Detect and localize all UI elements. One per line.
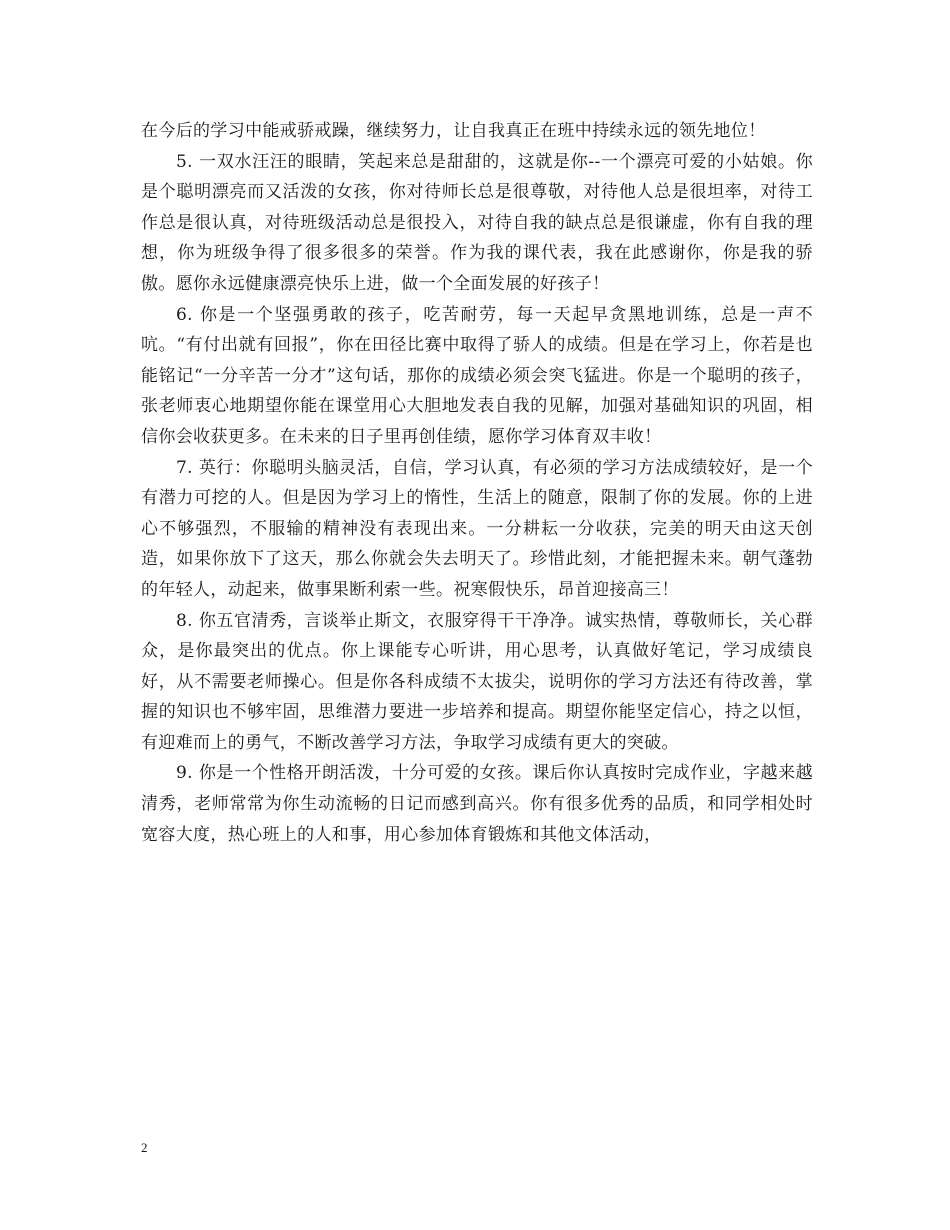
document-body	[141, 116, 813, 850]
paragraph-item-5: 5. 一双水汪汪的眼睛，笑起来总是甜甜的，这就是你--一个漂亮可爱的小姑娘。你是个聪明漂亮而又活泼的女孩，你对待师长总是很尊敬，对待他人总是很坦率，对待工作总是很认真，对待班级活动总是很投入，对待自我的缺点总是很谦虚，你有自我的理想，你为班级争得了很多很多的荣誉。作为我的课代表，我在此感谢你，你是我的骄傲。愿你永远健康漂亮快乐上进，做一个全面发展的好孩子！	[141, 151, 813, 294]
paragraph-item-7: 7. 英行：你聪明头脑灵活，自信，学习认真，有必须的学习方法成绩较好，是一个有潜力可挖的人。但是因为学习上的惰性，生活上的随意，限制了你的发展。你的上进心不够强烈，不服输的精神没有表现出来。一分耕耘一分收获，完美的明天由这天创造，如果你放下了这天，那么你就会失去明天了。珍惜此刻，才能把握未来。朝气蓬勃的年轻人，动起来，做事果断利索一些。祝寒假快乐，昂首迎接高三！	[141, 457, 813, 600]
paragraph-item-9: 9. 你是一个性格开朗活泼，十分可爱的女孩。课后你认真按时完成作业，字越来越清秀，老师常常为你生动流畅的日记而感到高兴。你有很多优秀的品质，和同学相处时宽容大度，热心班上的人和事，用心参加体育锻炼和其他文体活动，	[141, 763, 813, 845]
page-number: 2	[141, 1140, 148, 1155]
paragraph-continuation: 在今后的学习中能戒骄戒躁，继续努力，让自我真正在班中持续永远的领先地位！	[141, 121, 766, 141]
paragraph-item-8: 8. 你五官清秀，言谈举止斯文，衣服穿得干干净净。诚实热情，尊敬师长，关心群众，是你最突出的优点。你上课能专心听讲，用心思考，认真做好笔记，学习成绩良好，从不需要老师操心。但是你各科成绩不太拔尖，说明你的学习方法还有待改善，掌握的知识也不够牢固，思维潜力要进一步培养和提高。期望你能坚定信心，持之以恒，有迎难而上的勇气，不断改善学习方法，争取学习成绩有更大的突破。	[141, 610, 813, 753]
paragraph-item-6: 6. 你是一个坚强勇敢的孩子，吃苦耐劳，每一天起早贪黑地训练，总是一声不吭。“有付出就有回报”，你在田径比赛中取得了骄人的成绩。但是在学习上，你若是也能铭记“一分辛苦一分才”这句话，那你的成绩必须会突飞猛进。你是一个聪明的孩子，张老师衷心地期望你能在课堂用心大胆地发表自我的见解，加强对基础知识的巩固，相信你会收获更多。在未来的日子里再创佳绩，愿你学习体育双丰收！	[141, 304, 813, 447]
